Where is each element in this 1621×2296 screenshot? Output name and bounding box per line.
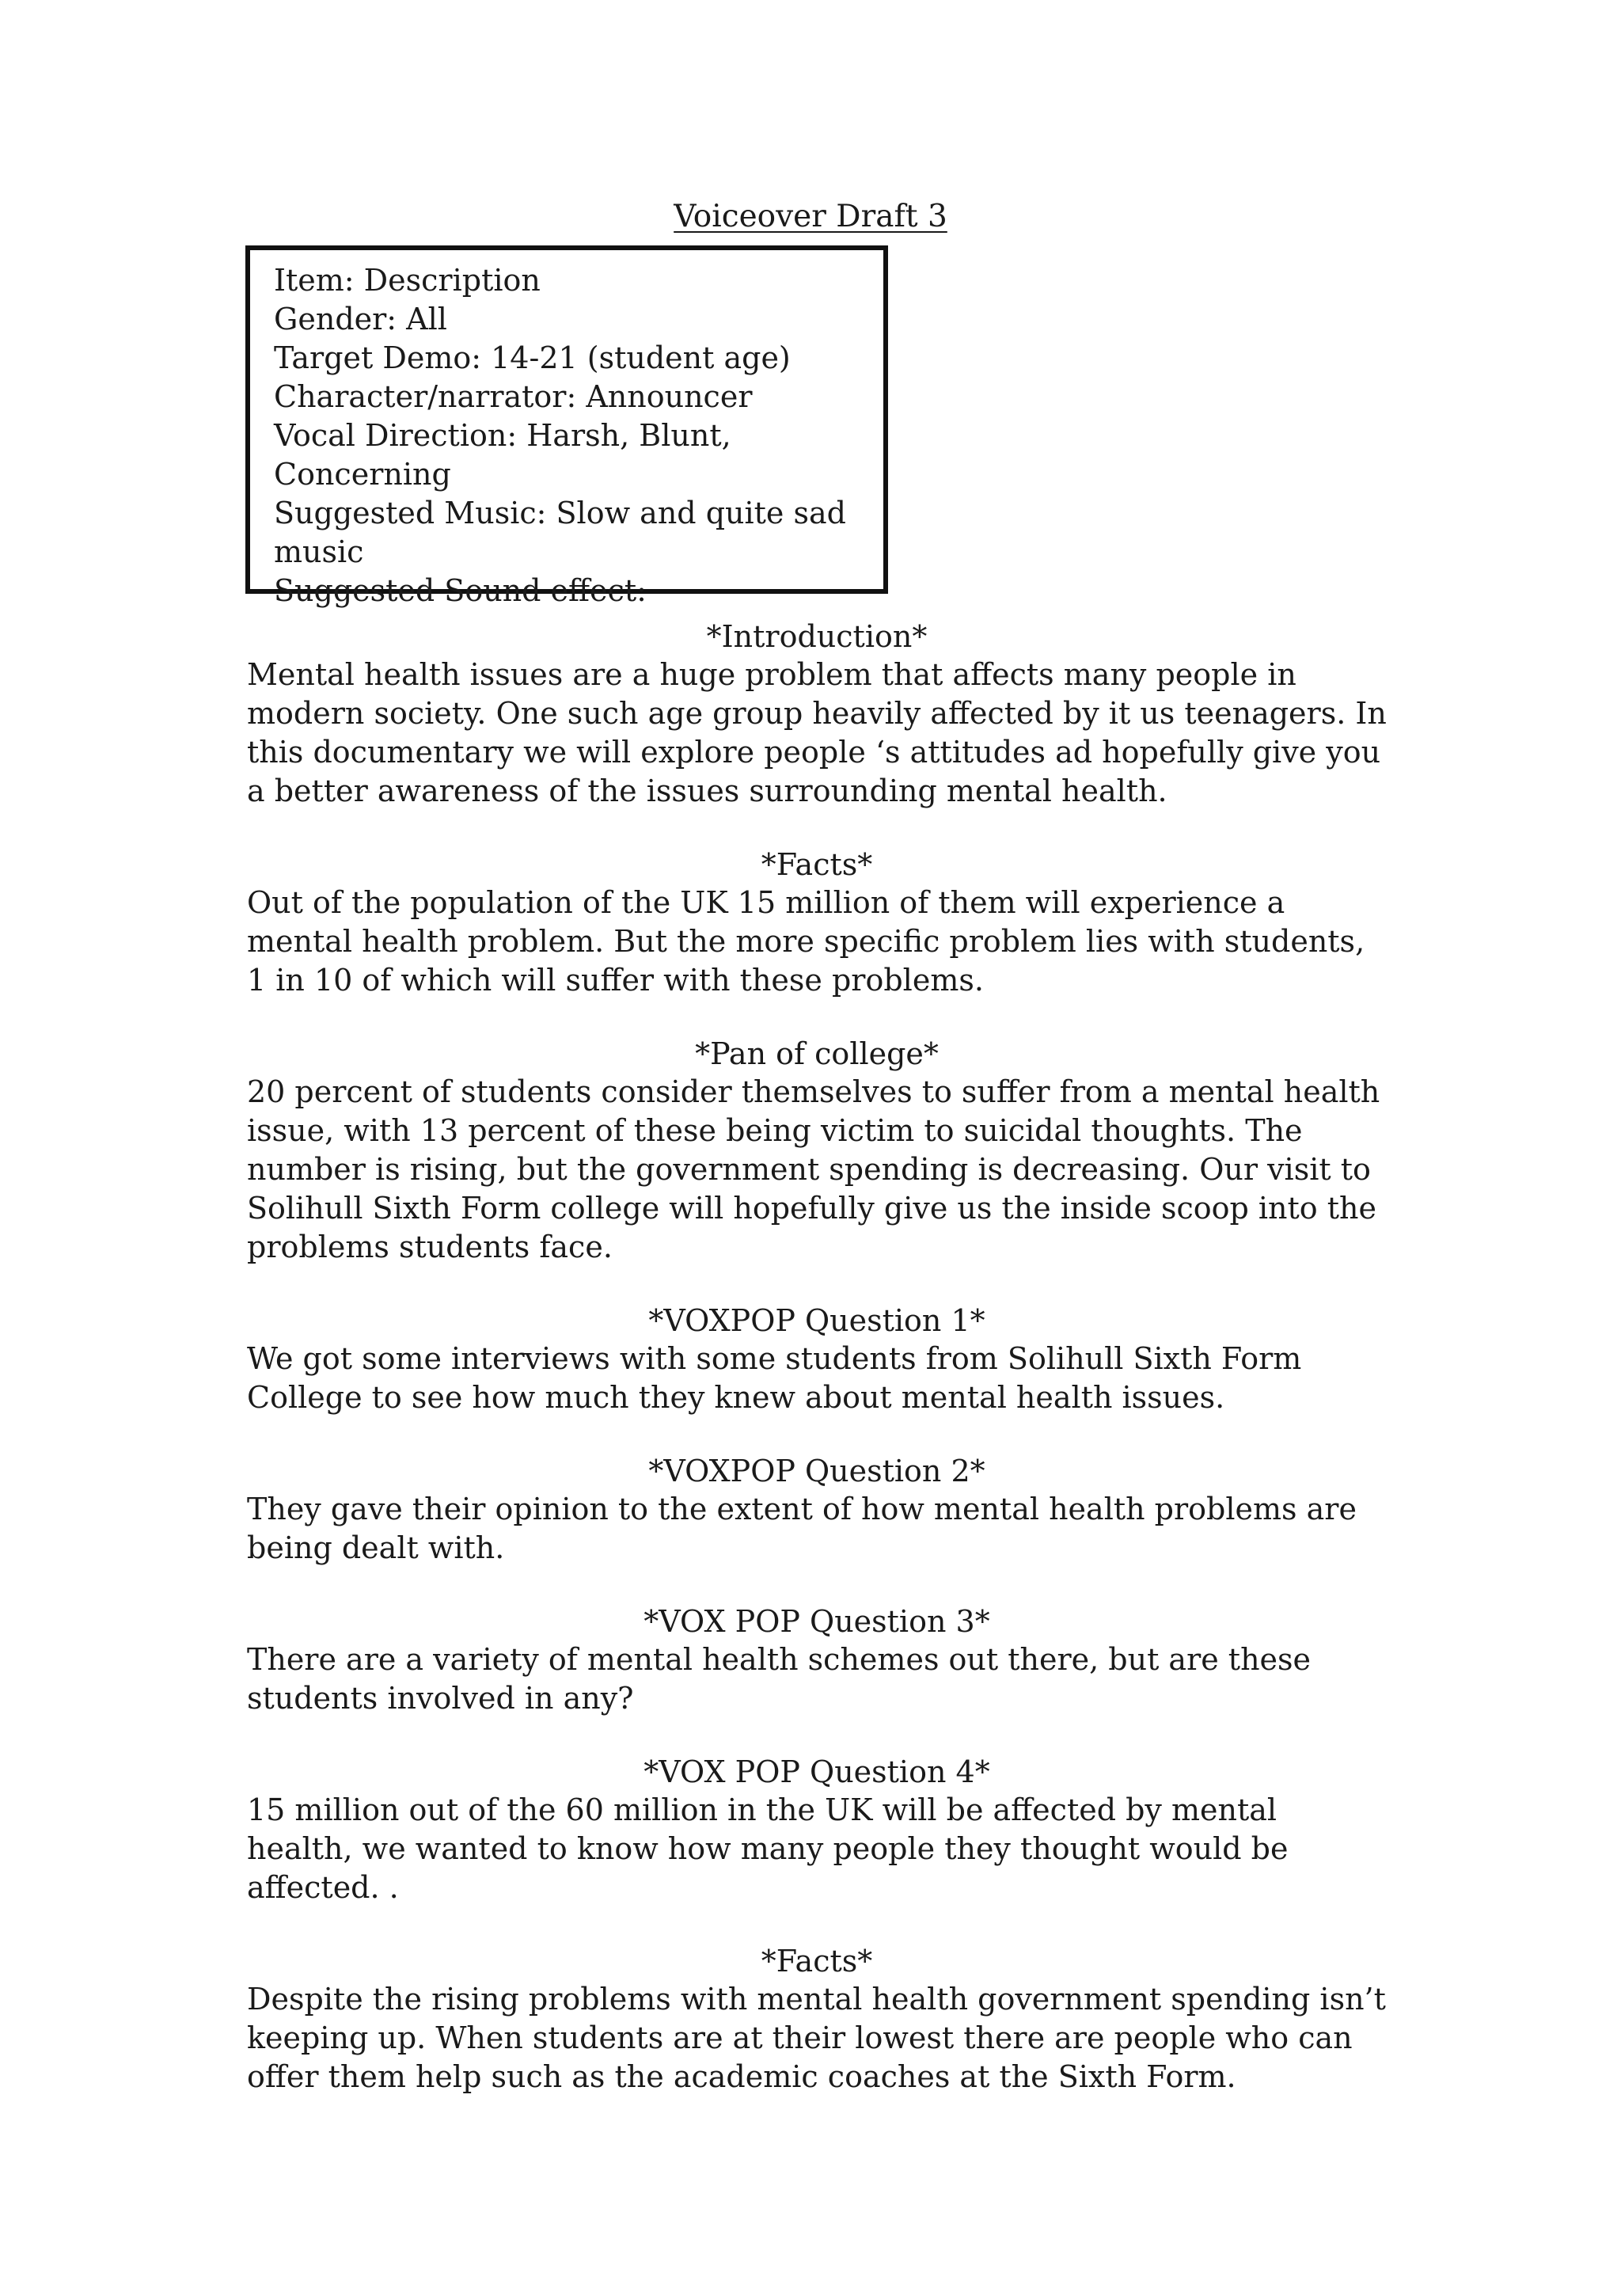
section-heading: *Pan of college* xyxy=(695,1036,939,1071)
section-heading: *VOX POP Question 4* xyxy=(643,1754,990,1789)
section-body: 15 million out of the 60 million in the UK will be affected by mental health, we wanted to know how many people they thought would be affected. . xyxy=(247,1792,1289,1905)
section-body: Mental health issues are a huge problem that affects many people in modern society. One such age group heavily affected by it us teenagers. In this documentary we will explore people ‘s attitudes ad hopefully give you a better awareness of the issues surrounding mental health. xyxy=(247,657,1387,808)
section-facts-closing xyxy=(247,1942,1387,2096)
info-vocal-direction: Vocal Direction: Harsh, Blunt, Concerning xyxy=(274,418,731,492)
info-item: Item: Description xyxy=(274,263,541,298)
section-voxpop-4 xyxy=(247,1753,1387,1907)
info-gender: Gender: All xyxy=(274,302,447,336)
info-character: Character/narrator: Announcer xyxy=(274,379,753,414)
section-heading: *VOXPOP Question 2* xyxy=(648,1454,985,1488)
info-sound-effect: Suggested Sound effect: xyxy=(274,573,647,608)
section-body: There are a variety of mental health schemes out there, but are these students involved in any? xyxy=(247,1642,1312,1716)
info-suggested-music: Suggested Music: Slow and quite sad music xyxy=(274,496,846,569)
voiceover-info-box xyxy=(245,245,888,608)
section-voxpop-1 xyxy=(247,1302,1387,1417)
section-voxpop-2 xyxy=(247,1452,1387,1568)
section-body: They gave their opinion to the extent of how mental health problems are being dealt with. xyxy=(247,1492,1357,1565)
section-facts xyxy=(247,846,1387,1000)
section-heading: *Facts* xyxy=(761,1944,873,1979)
section-pan-of-college xyxy=(247,1035,1387,1267)
section-heading: *VOX POP Question 3* xyxy=(643,1604,990,1639)
script-content xyxy=(247,618,1387,2131)
section-heading: *Facts* xyxy=(761,847,873,882)
section-voxpop-3 xyxy=(247,1602,1387,1718)
info-target-demo: Target Demo: 14-21 (student age) xyxy=(274,340,791,375)
section-body: 20 percent of students consider themselves to suffer from a mental health issue, with 13 percent of these being victim to suicidal thoughts. The number is rising, but the government spending is decreasing. Our visit to Solihull Sixth Form college will hopefully give us the inside scoop into the problems students face. xyxy=(247,1074,1380,1264)
section-body: Despite the rising problems with mental health government spending isn’t keeping up. When students are at their lowest there are people who can offer them help such as the academic coaches at the Sixth Form. xyxy=(247,1982,1386,2094)
section-heading: *VOXPOP Question 1* xyxy=(648,1303,985,1338)
section-introduction xyxy=(247,618,1387,811)
page-title-text: Voiceover Draft 3 xyxy=(674,199,947,234)
section-body: Out of the population of the UK 15 million of them will experience a mental health problem. But the more specific problem lies with students, 1 in 10 of which will suffer with these problems. xyxy=(247,885,1365,998)
page-title xyxy=(0,196,1621,238)
section-heading: *Introduction* xyxy=(706,619,928,654)
section-body: We got some interviews with some students from Solihull Sixth Form College to see how much they knew about mental health issues. xyxy=(247,1341,1302,1415)
